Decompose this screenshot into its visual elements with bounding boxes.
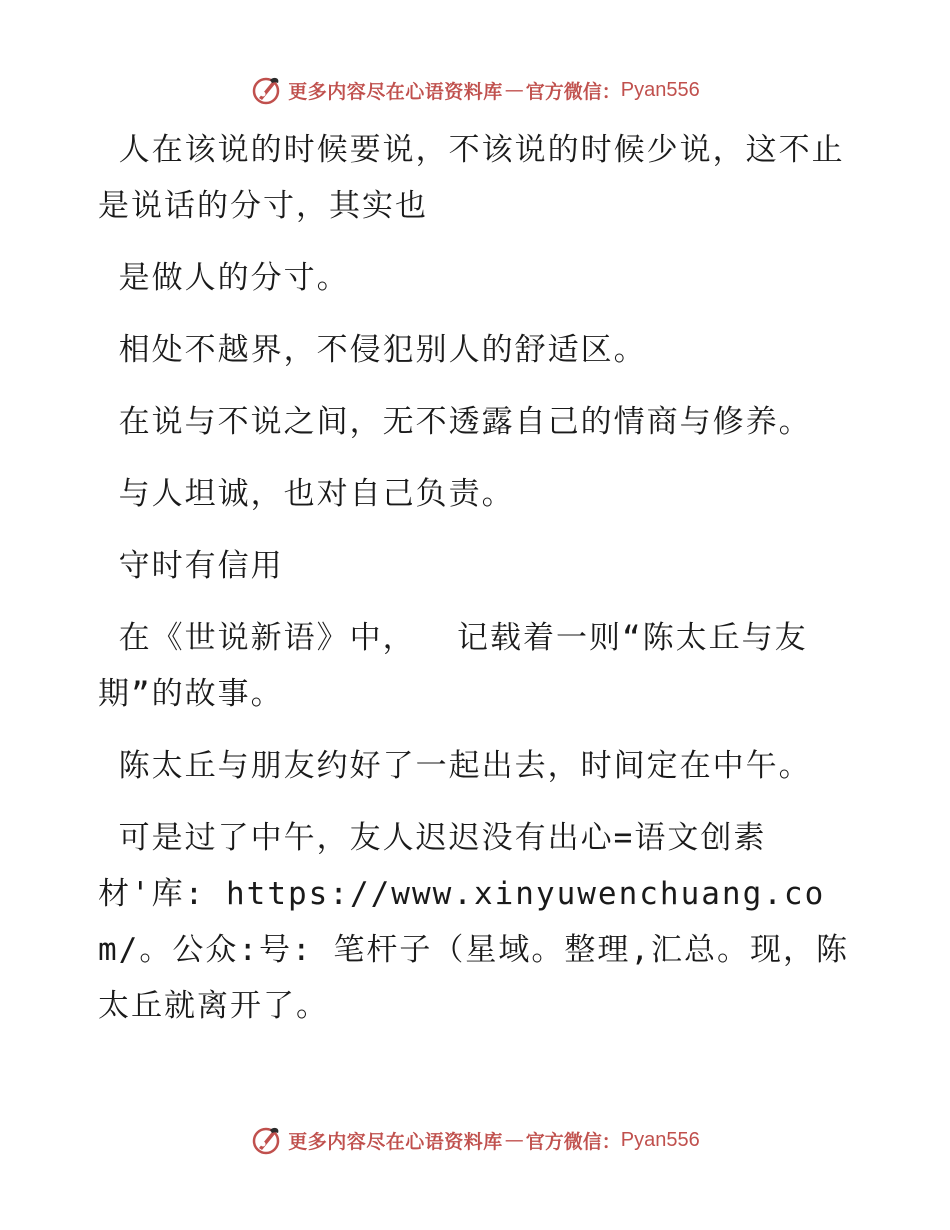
- paragraph-3: 相处不越界，不侵犯别人的舒适区。: [98, 332, 647, 368]
- page-footer: [0, 1120, 950, 1160]
- header-wechat-label: 官方微信：: [525, 80, 621, 103]
- paragraph-1: 人在该说的时候要说，不该说的时候少说，这不止是说话的分寸，其实也: [98, 132, 845, 224]
- paragraph-8: 陈太丘与朋友约好了一起出去，时间定在中午。: [98, 748, 812, 784]
- header-wechat-id: Pyan556: [620, 78, 700, 101]
- page-header: [0, 70, 950, 110]
- paragraph-6-heading: 守时有信用: [98, 548, 284, 584]
- footer-separator: —: [504, 1129, 524, 1151]
- paragraph-7: 在《世说新语》中， 记载着一则“陈太丘与友期”的故事。: [98, 620, 808, 712]
- header-brand-text: 更多内容尽在心语资料库: [288, 80, 503, 103]
- paragraph-5: 与人坦诚，也对自己负责。: [98, 476, 515, 512]
- paragraph-9: 可是过了中午，友人迟迟没有出心=语文创素材'库: https://www.xinyuwenchuang.com/。公众:号: 笔杆子（星域。整理,汇总。现，陈太丘就离开了。: [98, 820, 849, 1024]
- footer-wechat-label: 官方微信：: [525, 1130, 621, 1153]
- document-body: [98, 122, 858, 1034]
- paragraph-4: 在说与不说之间，无不透露自己的情商与修养。: [98, 404, 812, 440]
- footer-brand-text: 更多内容尽在心语资料库: [288, 1130, 503, 1153]
- footer-wechat-id: Pyan556: [620, 1128, 700, 1151]
- quill-pen-logo-icon: [250, 1124, 282, 1156]
- header-separator: —: [504, 79, 524, 101]
- paragraph-2: 是做人的分寸。: [98, 260, 350, 296]
- quill-pen-logo-icon: [250, 74, 282, 106]
